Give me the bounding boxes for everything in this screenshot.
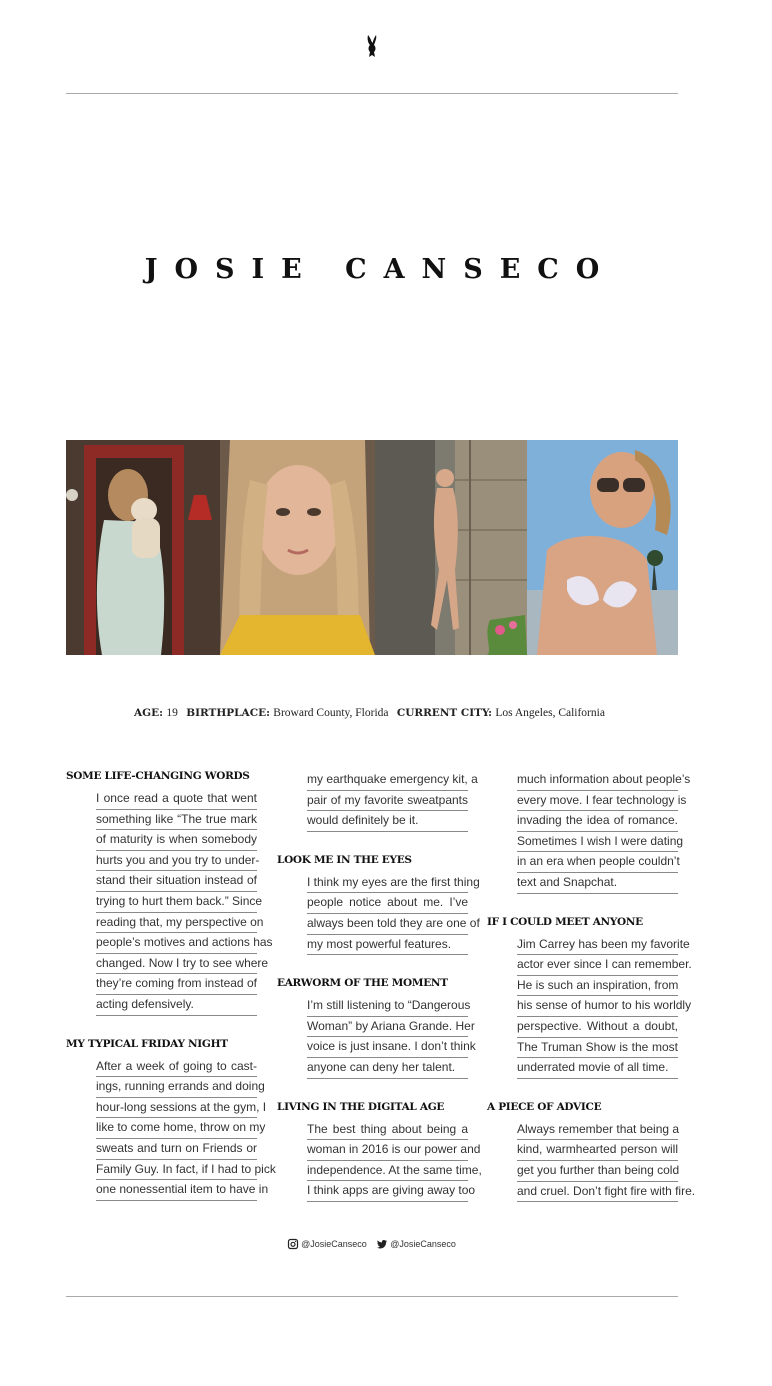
bio-line [66,707,678,719]
body-line: people’s motives and actions has [96,933,257,954]
twitter-handle-text: @JosieCanseco [390,1239,456,1249]
photo-strip [66,440,678,655]
body-line: hurts you and you try to under- [96,851,257,872]
body-line: I think my eyes are the first thing [307,873,468,894]
body-line: I’m still listening to “Dangerous [307,996,468,1017]
twitter-icon [377,1239,387,1249]
social-handles [66,1239,678,1251]
section-heading: LOOK ME IN THE EYES [277,853,412,866]
body-line: my earthquake emergency kit, a [307,770,468,791]
birthplace-value: Broward County, Florida [273,707,389,719]
body-line: perspective. Without a doubt, [517,1017,678,1038]
body-line: acting defensively. [96,995,257,1016]
bottom-divider [66,1296,678,1297]
section-heading: EARWORM OF THE MOMENT [277,977,448,990]
body-line: my most powerful features. [307,935,468,956]
body-line: underrated movie of all time. [517,1058,678,1079]
body-line: every move. I fear technology is [517,791,678,812]
body-line: anyone can deny her talent. [307,1058,468,1079]
section-body [517,1120,696,1202]
section-heading: MY TYPICAL FRIDAY NIGHT [66,1037,228,1050]
body-line: in an era when people couldn’t [517,852,678,873]
photo-selfie-closeup [220,440,375,655]
body-line: Sometimes I wish I were dating [517,832,678,853]
instagram-handle-text: @JosieCanseco [301,1239,367,1249]
body-line: The best thing about being a [307,1120,468,1141]
column-2 [277,770,482,1202]
section-body [517,935,692,1079]
body-line: ings, running errands and doing [96,1077,257,1098]
body-line: of maturity is when somebody [96,830,257,851]
body-line: always been told they are one of [307,914,468,935]
section-body [307,996,476,1078]
body-line: his sense of humor to his worldly [517,996,678,1017]
body-line: like to come home, throw on my [96,1118,257,1139]
body-line: would definitely be it. [307,811,468,832]
column-3 [487,770,696,1202]
body-line: people notice about me. I’ve [307,893,468,914]
body-line: pair of my favorite sweatpants [307,791,468,812]
page-title: JOSIE CANSECO [144,254,617,285]
body-line: After a week of going to cast- [96,1057,257,1078]
section-heading: SOME LIFE-CHANGING WORDS [66,770,250,782]
body-line: The Truman Show is the most [517,1038,678,1059]
body-line: stand their situation instead of [96,871,257,892]
body-line: much information about people’s [517,770,678,791]
body-line: I think apps are giving away too [307,1181,468,1202]
section-body [307,1120,482,1202]
birthplace-label: BIRTHPLACE: [186,707,270,719]
body-line: Always remember that being a [517,1120,678,1141]
instagram-handle[interactable] [288,1239,367,1249]
current-city-label: CURRENT CITY: [396,707,493,719]
body-line: one nonessential item to have in [96,1180,257,1201]
photo-holding-dog [66,440,220,655]
section-heading: A PIECE OF ADVICE [487,1100,602,1113]
body-line: invading the idea of romance. [517,811,678,832]
body-line: something like “The true mark [96,810,257,831]
section-body [307,873,480,955]
body-line: voice is just insane. I don’t think [307,1037,468,1058]
body-line: text and Snapchat. [517,873,678,894]
body-line: I once read a quote that went [96,789,257,810]
body-line: changed. Now I try to see where [96,954,257,975]
body-line: kind, warmhearted person will [517,1140,678,1161]
body-line: sweats and turn on Friends or [96,1139,257,1160]
section-body [307,770,478,832]
body-line: Woman” by Ariana Grande. Her [307,1017,468,1038]
body-line: He is such an inspiration, from [517,976,678,997]
section-body [96,1057,276,1201]
section-heading: IF I COULD MEET ANYONE [487,915,643,928]
photo-sunglasses-selfie [527,440,678,655]
body-line: independence. At the same time, [307,1161,468,1182]
body-line: they’re coming from instead of [96,974,257,995]
photo-wooden-wall-pose [375,440,527,655]
body-line: actor ever since I can remember. [517,955,678,976]
age-value: 19 [166,707,178,719]
current-city-value: Los Angeles, California [495,707,605,719]
body-line: Jim Carrey has been my favorite [517,935,678,956]
body-line: trying to hurt them back.” Since [96,892,257,913]
age-label: AGE: [134,707,164,719]
top-divider [66,93,678,94]
body-line: reading that, my perspective on [96,913,257,934]
body-line: hour-long sessions at the gym, I [96,1098,257,1119]
body-line: and cruel. Don’t fight fire with fire. [517,1182,678,1203]
instagram-icon [288,1239,298,1249]
column-1 [66,770,276,1201]
section-body [517,770,691,894]
body-line: Family Guy. In fact, if I had to pick [96,1160,257,1181]
bunny-logo-icon [364,34,380,58]
section-body [96,789,273,1016]
section-heading: LIVING IN THE DIGITAL AGE [277,1100,445,1113]
twitter-handle[interactable] [377,1239,456,1249]
body-line: woman in 2016 is our power and [307,1140,468,1161]
body-line: get you further than being cold [517,1161,678,1182]
